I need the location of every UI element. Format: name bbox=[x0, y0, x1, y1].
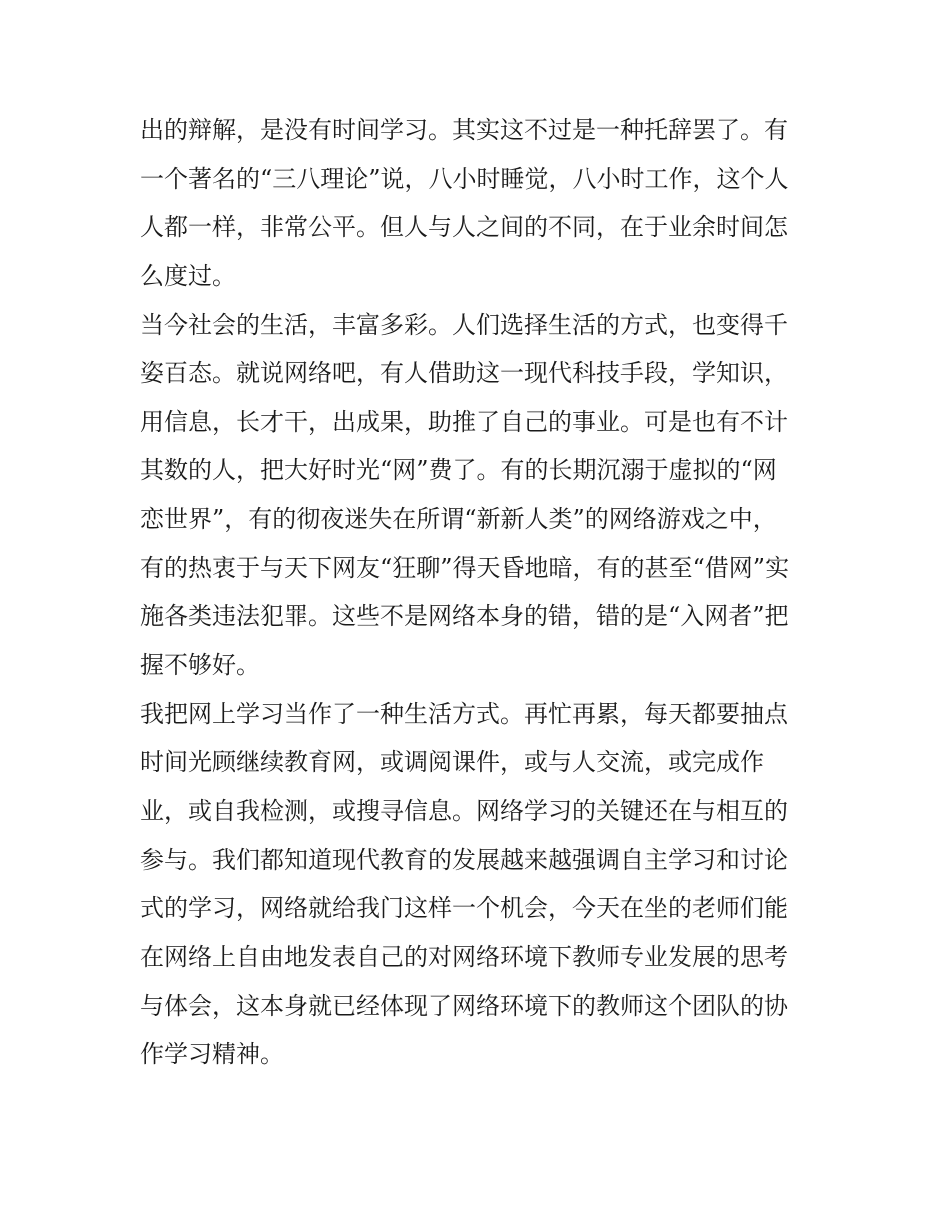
document-body bbox=[140, 106, 820, 1079]
text-line: 一个著名的“三八理论”说，八小时睡觉，八小时工作，这个人 bbox=[140, 164, 789, 193]
text-line: 出的辩解，是没有时间学习。其实这不过是一种托辞罢了。有 bbox=[140, 116, 788, 144]
text-line: 么度过。 bbox=[140, 261, 236, 290]
paragraph-3 bbox=[140, 690, 820, 1079]
text-line: 式的学习，网络就给我门这样一个机会，今天在坐的老师们能 bbox=[140, 894, 788, 923]
text-line: 握不够好。 bbox=[140, 651, 260, 680]
text-line: 时间光顾继续教育网，或调阅课件，或与人交流，或完成作 bbox=[140, 748, 764, 777]
text-line: 当今社会的生活，丰富多彩。人们选择生活的方式，也变得千 bbox=[140, 310, 788, 339]
text-line: 业，或自我检测，或搜寻信息。网络学习的关键还在与相互的 bbox=[140, 796, 788, 825]
text-line: 参与。我们都知道现代教育的发展越来越强调自主学习和讨论 bbox=[140, 845, 788, 874]
text-line: 我把网上学习当作了一种生活方式。再忙再累，每天都要抽点 bbox=[140, 699, 788, 728]
text-line: 施各类违法犯罪。这些不是网络本身的错，错的是“入网者”把 bbox=[140, 602, 789, 631]
text-line: 在网络上自由地发表自己的对网络环境下教师专业发展的思考 bbox=[140, 942, 788, 971]
text-line: 与体会，这本身就已经体现了网络环境下的教师这个团队的协 bbox=[140, 991, 788, 1020]
text-line: 姿百态。就说网络吧，有人借助这一现代科技手段，学知识， bbox=[140, 359, 788, 388]
paragraph-2 bbox=[140, 301, 820, 690]
text-line: 作学习精神。 bbox=[140, 1040, 284, 1069]
paragraph-1 bbox=[140, 106, 820, 301]
text-line: 用信息，长才干，出成果，助推了自己的事业。可是也有不计 bbox=[140, 407, 788, 436]
text-line: 其数的人，把大好时光“网”费了。有的长期沉溺于虚拟的“网 bbox=[140, 456, 777, 485]
text-line: 恋世界”，有的彻夜迷失在所谓“新新人类”的网络游戏之中， bbox=[140, 505, 777, 534]
text-line: 有的热衷于与天下网友“狂聊”得天昏地暗，有的甚至“借网”实 bbox=[140, 553, 790, 582]
text-line: 人都一样，非常公平。但人与人之间的不同，在于业余时间怎 bbox=[140, 213, 788, 242]
